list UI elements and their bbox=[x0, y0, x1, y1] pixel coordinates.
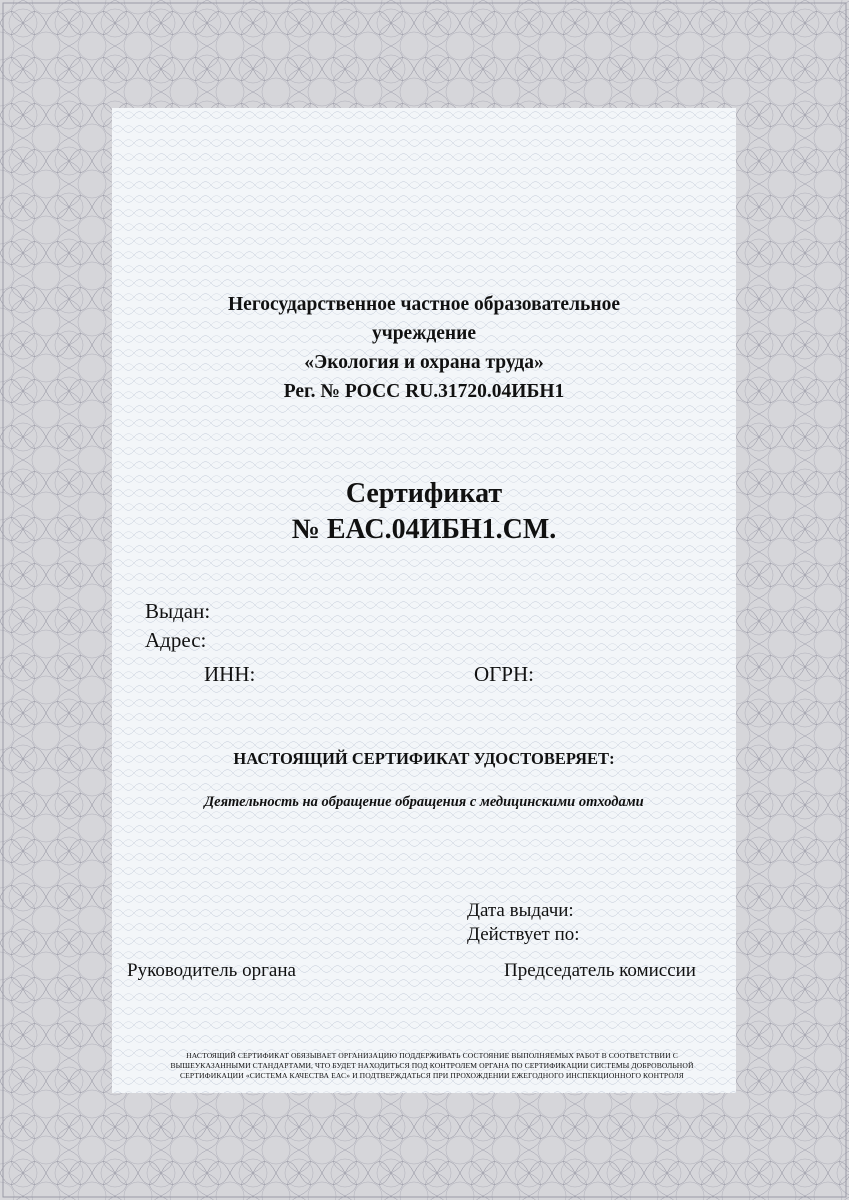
footer-line: СЕРТИФИКАЦИИ «СИСТЕМА КАЧЕСТВА ЕАС» И ПОДТВЕРЖДАТЬСЯ ПРИ ПРОХОЖДЕНИИ ЕЖЕГОДНОГО ИНСПЕКЦИОННОГО КОНТРОЛЯ bbox=[180, 1071, 684, 1080]
address-label: Адрес: bbox=[145, 628, 207, 652]
certificate-title: Сертификат bbox=[345, 478, 503, 509]
ogrn-label: ОГРН: bbox=[474, 662, 534, 686]
footer-line: НАСТОЯЩИЙ СЕРТИФИКАТ ОБЯЗЫВАЕТ ОРГАНИЗАЦИЮ ПОДДЕРЖИВАТЬ СОСТОЯНИЕ ВЫПОЛНЯЕМЫХ РАБОТ В СООТВЕТСТВИИ С bbox=[186, 1051, 678, 1060]
certified-activity: Деятельность на обращение обращения с медицинскими отходами bbox=[204, 794, 644, 810]
certificate-content bbox=[112, 108, 736, 1093]
organization-line: учреждение bbox=[371, 323, 477, 344]
certificate-statement: НАСТОЯЩИЙ СЕРТИФИКАТ УДОСТОВЕРЯЕТ: bbox=[233, 749, 615, 768]
footer-line: ВЫШЕУКАЗАННЫМИ СТАНДАРТАМИ, ЧТО БУДЕТ НАХОДИТЬСЯ ПОД КОНТРОЛЕМ ОРГАНА ПО СЕРТИФИКАЦИИ СИСТЕМЫ ДОБРОВОЛЬНОЙ bbox=[170, 1061, 694, 1070]
valid-until-label: Действует по: bbox=[467, 924, 580, 945]
inn-label: ИНН: bbox=[204, 662, 256, 686]
issue-date-label: Дата выдачи: bbox=[467, 900, 574, 921]
certificate-title-block bbox=[112, 476, 736, 548]
registration-number: Рег. № РОСС RU.31720.04ИБН1 bbox=[283, 381, 565, 402]
issued-to-label: Выдан: bbox=[145, 599, 211, 623]
organization-line: Негосударственное частное образовательное bbox=[228, 294, 620, 315]
head-signature-label: Руководитель органа bbox=[127, 960, 296, 981]
organization-header bbox=[112, 290, 736, 406]
chairman-signature-label: Председатель комиссии bbox=[504, 960, 696, 981]
certificate-number: № ЕАС.04ИБН1.СМ. bbox=[291, 514, 557, 545]
organization-name: «Экология и охрана труда» bbox=[304, 352, 544, 373]
footer-notice bbox=[162, 1051, 702, 1081]
